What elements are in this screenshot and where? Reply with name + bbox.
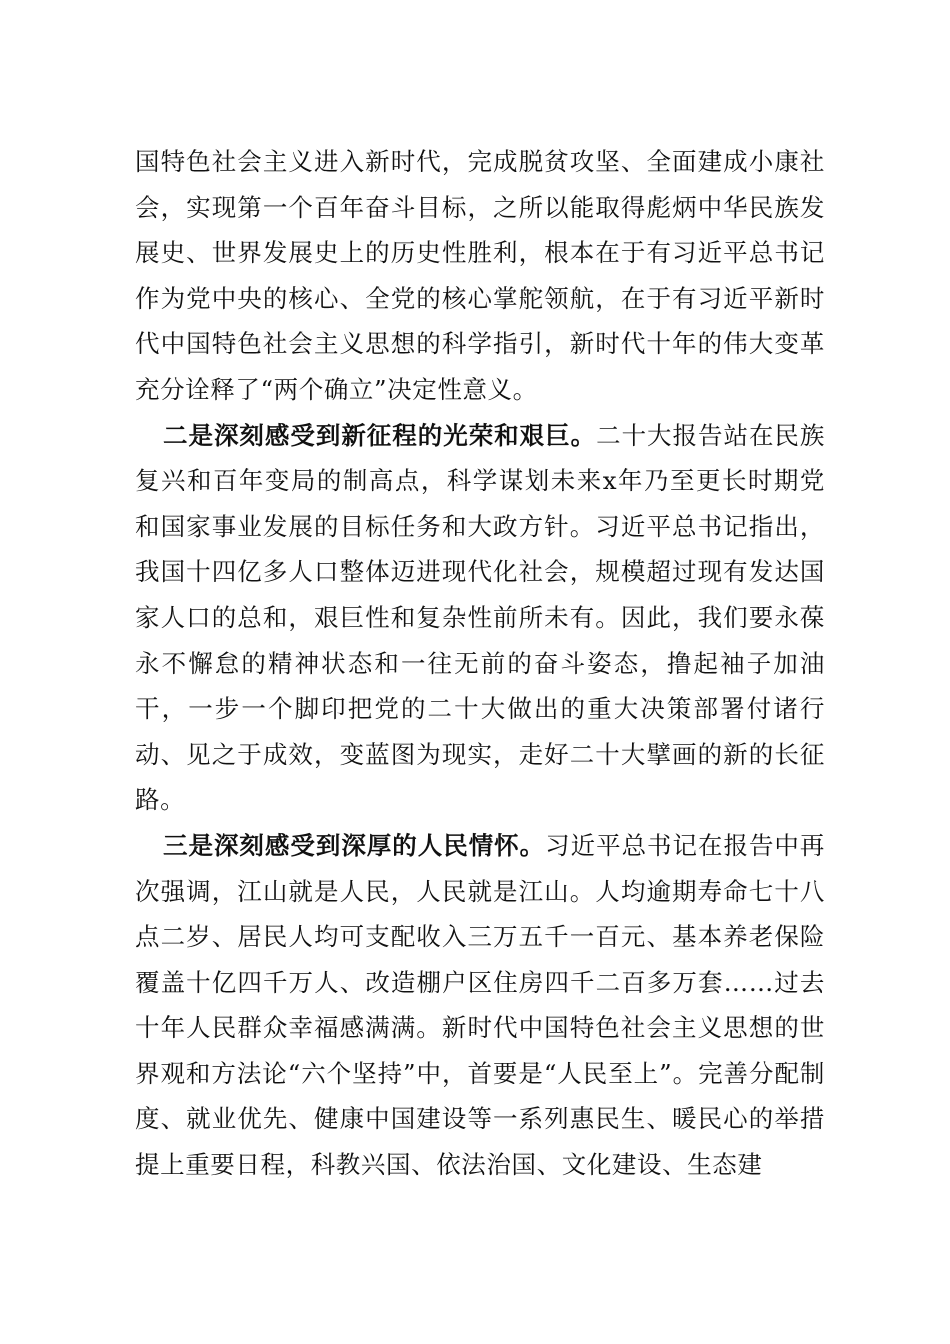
document-body bbox=[135, 139, 825, 1188]
paragraph-2-text: 二十大报告站在民族复兴和百年变局的制高点，科学谋划未来x年乃至更长时期党和国家事业发展的目标任务和大政方针。习近平总书记指出，我国十四亿多人口整体迈进现代化社会，规模超过现有发达国家人口的总和，艰巨性和复杂性前所未有。因此，我们要永葆永不懈怠的精神状态和一往无前的奋斗姿态，撸起袖子加油干，一步一个脚印把党的二十大做出的重大决策部署付诸行动、见之于成效，变蓝图为现实，走好二十大擘画的新的长征路。 bbox=[135, 420, 825, 815]
paragraph-1 bbox=[135, 139, 825, 413]
paragraph-3-text: 习近平总书记在报告中再次强调，江山就是人民，人民就是江山。人均逾期寿命七十八点二岁、居民人均可支配收入三万五千一百元、基本养老保险覆盖十亿四千万人、改造棚户区住房四千二百多万套……过去十年人民群众幸福感满满。新时代中国特色社会主义思想的世界观和方法论“六个坚持”中，首要是“人民至上”。完善分配制度、就业优先、健康中国建设等一系列惠民生、暖民心的举措提上重要日程，科教兴国、依法治国、文化建设、生态建 bbox=[135, 830, 825, 1180]
paragraph-3 bbox=[135, 823, 825, 1188]
paragraph-1-text: 国特色社会主义进入新时代，完成脱贫攻坚、全面建成小康社会，实现第一个百年奋斗目标，之所以能取得彪炳中华民族发展史、世界发展史上的历史性胜利，根本在于有习近平总书记作为党中央的核心、全党的核心掌舵领航，在于有习近平新时代中国特色社会主义思想的科学指引，新时代十年的伟大变革充分诠释了“两个确立”决定性意义。 bbox=[135, 147, 825, 404]
paragraph-2 bbox=[135, 413, 825, 823]
paragraph-2-lead: 二是深刻感受到新征程的光荣和艰巨。 bbox=[163, 420, 597, 450]
paragraph-3-lead: 三是深刻感受到深厚的人民情怀。 bbox=[163, 830, 546, 860]
